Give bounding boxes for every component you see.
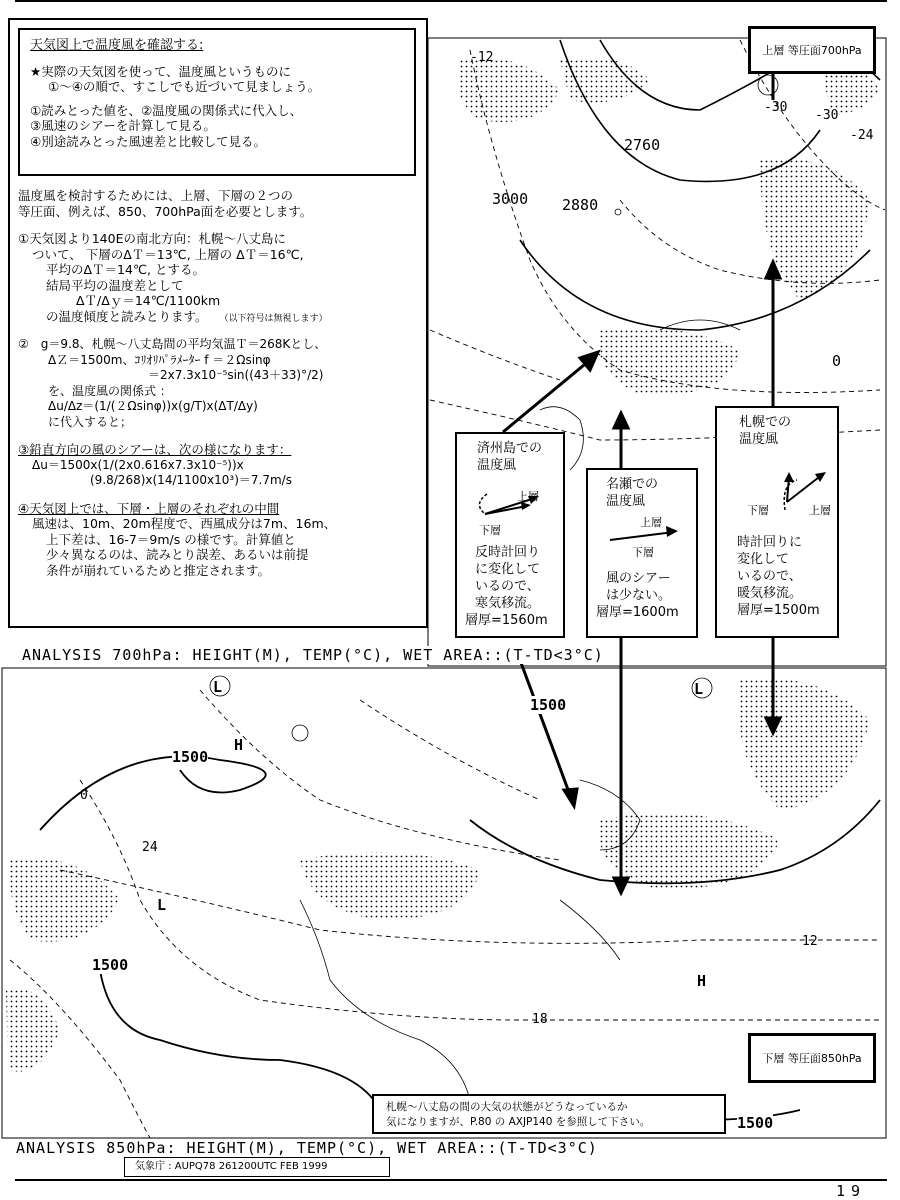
- naze-text-line: 風のシアー: [606, 571, 671, 586]
- map-label: -12: [470, 50, 494, 65]
- sapporo-text-line: 層厚=1500m: [737, 603, 820, 618]
- naze-text: [596, 570, 688, 621]
- naze-upper-label: 上層: [640, 516, 662, 529]
- step4-text: ④天気図上では、下層・上層のそれぞれの中間: [18, 500, 280, 516]
- isotherm-label: 18: [532, 1012, 548, 1027]
- map-label: 2760: [624, 136, 661, 154]
- upper-layer-text: 上層 等圧面700hPa: [762, 44, 862, 57]
- intro-line: ③風速のシアーを計算して見る。: [30, 118, 216, 133]
- jeju-text-line: 反時計回り: [475, 545, 541, 560]
- reference-note-line: 札幌～八丈島の間の大気の状態がどうなっているか: [386, 1101, 628, 1113]
- low-pressure-label: L: [157, 896, 167, 914]
- high-pressure-label: H: [234, 736, 244, 754]
- step1-text: ついて、 下層のΔＴ＝13℃, 上層の ΔＴ＝16℃,: [32, 246, 304, 262]
- step1-text: ΔＴ/Δｙ＝14℃/1100km: [76, 293, 221, 308]
- high-pressure-label: H: [697, 972, 707, 990]
- reference-note-box: [372, 1094, 726, 1134]
- intro-title: 天気図上で温度風を確認する:: [30, 38, 204, 53]
- low-pressure-label: L: [213, 678, 223, 696]
- naze-wind-box: [586, 468, 698, 638]
- step1-text: ①天気図より140Eの南北方向：札幌～八丈島に: [18, 231, 286, 246]
- explanation-body: [18, 188, 422, 578]
- contour-label: 1500: [530, 696, 567, 714]
- intro-line: ①読みとった値を、②温度風の関係式に代入し、: [30, 102, 303, 118]
- step2-text: ② g＝9.8、札幌～八丈島間の平均気温Ｔ＝268Kとし、: [18, 337, 327, 351]
- sapporo-text-line: 変化して: [737, 552, 790, 567]
- reference-note-line: 気になりますが、P.80 の AXJP140 を参照して下さい。: [386, 1116, 651, 1128]
- sapporo-lower-label: 下層: [747, 504, 769, 517]
- step4-text: 条件が崩れているためと推定されます。: [46, 562, 271, 578]
- map-label: -24: [850, 128, 874, 143]
- naze-title: 名瀬での: [606, 477, 659, 492]
- map-label: 3000: [492, 190, 529, 208]
- step4-text: 少々異なるのは、読みとり誤差、あるいは前提: [46, 547, 309, 562]
- step1-text: の温度傾度と読みとります。: [46, 308, 208, 324]
- page-number: 19: [836, 1182, 867, 1200]
- step2-text: ΔＺ＝1500m、ｺﾘｵﾘﾊﾟﾗﾒｰﾀｰ f ＝２Ωsinφ: [48, 352, 271, 367]
- isotherm-label: 24: [142, 840, 158, 855]
- step1-text-row: [18, 309, 422, 328]
- naze-text-line: 層厚=1600m: [596, 605, 679, 620]
- jeju-text-line: いるので、: [475, 579, 540, 594]
- map-label: -30: [815, 108, 839, 123]
- sapporo-title: 札幌での: [739, 415, 792, 430]
- step2-text: Δu/Δz＝(1/(２Ωsinφ))x(g/T)x(ΔT/Δy): [48, 399, 258, 413]
- upper-layer-label: [748, 26, 876, 74]
- naze-title: 温度風: [606, 494, 646, 509]
- map-label: -30: [764, 100, 788, 115]
- step1-text: 結局平均の温度差として: [46, 277, 184, 293]
- step1-text: 平均のΔＴ＝14℃, とする。: [46, 262, 205, 277]
- step2-text: を、温度風の関係式 ：: [48, 383, 172, 398]
- step3-text: (9.8/268)x(14/1100x10³)＝7.7m/s: [90, 473, 292, 487]
- intro-box: [18, 28, 416, 176]
- sapporo-text: [725, 534, 829, 619]
- sapporo-title: 温度風: [739, 432, 779, 447]
- source-text: 気象庁 : AUPQ78 261200UTC FEB 1999: [135, 1161, 328, 1172]
- body-text: 等圧面、例えば、850、700hPa面を必要とします。: [18, 203, 313, 219]
- intro-line: ①～④の順で、すこしでも近づいて見ましょう。: [48, 79, 321, 94]
- sapporo-text-line: 時計回りに: [737, 535, 803, 550]
- sapporo-text-line: 暖気移流。: [737, 586, 803, 601]
- step3-text: ③鉛直方向の風のシアーは、次の様になります：: [18, 442, 292, 457]
- low-pressure-label: L: [694, 680, 704, 698]
- lower-layer-text: 下層 等圧面850hPa: [762, 1052, 862, 1065]
- naze-lower-label: 下層: [632, 546, 654, 559]
- map-label: 0: [832, 352, 842, 370]
- isotherm-label: 0: [80, 788, 88, 803]
- step1-note: （以下符号は無視します）: [219, 313, 328, 324]
- sapporo-text-line: いるので、: [737, 569, 802, 584]
- jeju-text-line: 寒気移流。: [475, 596, 541, 611]
- bottom-rule: [15, 1179, 887, 1181]
- isotherm-label: 12: [802, 934, 818, 949]
- jeju-upper-label: 上層: [517, 490, 539, 503]
- sapporo-wind-box: [715, 406, 839, 638]
- intro-line: ④別途読みとった風速差と比較して見る。: [30, 133, 266, 149]
- explanation-panel: [8, 18, 428, 628]
- step3-text: Δu＝1500x(1/(2x0.616x7.3x10⁻⁵))x: [32, 457, 244, 472]
- jeju-wind-box: [455, 432, 565, 638]
- contour-label: 1500: [172, 748, 209, 766]
- intro-line: ★実際の天気図を使って、温度風というものに: [30, 63, 291, 79]
- map-label: 2880: [562, 196, 599, 214]
- jeju-lower-label: 下層: [479, 524, 501, 537]
- body-text: 温度風を検討するためには、上層、下層の２つの: [18, 188, 294, 203]
- step4-text: 上下差は、16-7＝9m/s の様です。計算値と: [46, 531, 296, 547]
- contour-label: 1500: [737, 1114, 774, 1132]
- source-box: [124, 1157, 390, 1177]
- sapporo-upper-label: 上層: [809, 504, 831, 517]
- step2-text: に代入すると；: [48, 414, 133, 429]
- lower-layer-label: [748, 1033, 876, 1083]
- jeju-text-line: 層厚=1560m: [465, 613, 548, 628]
- step2-text: ＝2x7.3x10⁻⁵sin((43＋33)°/2): [148, 368, 324, 382]
- step4-text: 風速は、10m、20m程度で、西風成分は7m、16m、: [32, 516, 337, 531]
- jeju-text: [465, 544, 555, 629]
- jeju-title: 済州島での: [477, 441, 543, 456]
- map-700-caption: ANALYSIS 700hPa: HEIGHT(M), TEMP(°C), WET AREA::(T-TD<3°C): [22, 646, 604, 664]
- contour-label: 1500: [92, 956, 129, 974]
- map-850-caption: ANALYSIS 850hPa: HEIGHT(M), TEMP(°C), WET AREA::(T-TD<3°C): [16, 1139, 598, 1157]
- jeju-title: 温度風: [477, 458, 517, 473]
- jeju-text-line: に変化して: [475, 562, 541, 577]
- naze-text-line: は少ない。: [606, 588, 672, 603]
